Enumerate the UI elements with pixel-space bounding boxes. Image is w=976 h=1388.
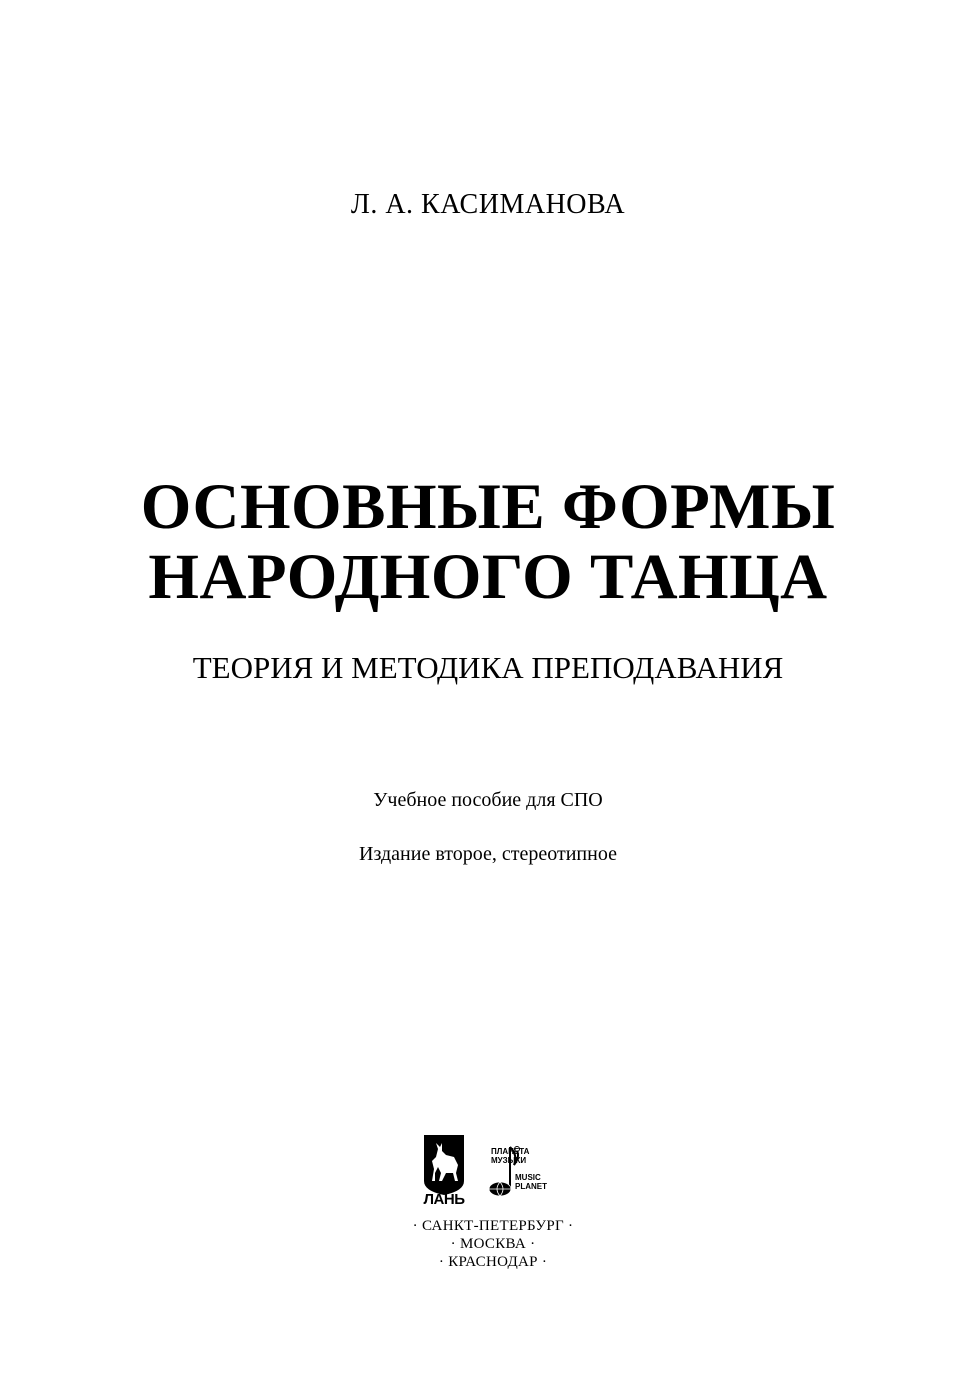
book-title-line-2: НАРОДНОГО ТАНЦА	[148, 541, 828, 613]
music-logo-line-2: МУЗЫКИ	[491, 1156, 527, 1165]
city-krasnodar: · КРАСНОДАР ·	[438, 1254, 548, 1270]
publisher-block	[398, 1135, 588, 1270]
music-logo-line-3: MUSIC	[515, 1173, 541, 1182]
city-saint-petersburg: · САНКТ-ПЕТЕРБУРГ ·	[412, 1218, 574, 1234]
music-logo-line-1: ПЛАНЕТА	[491, 1147, 530, 1156]
book-subtitle: ТЕОРИЯ И МЕТОДИКА ПРЕПОДАВАНИЯ	[192, 650, 784, 685]
edition-note: Издание второе, стереотипное	[359, 843, 617, 865]
publication-type: Учебное пособие для СПО	[373, 789, 603, 811]
book-title-line-1: ОСНОВНЫЕ ФОРМЫ	[140, 471, 836, 543]
lan-logo-text: ЛАНЬ	[423, 1191, 465, 1208]
author-name: Л. А. КАСИМАНОВА	[350, 189, 626, 220]
music-logo-line-4: PLANET	[515, 1182, 547, 1191]
book-title	[0, 472, 976, 612]
city-moscow: · МОСКВА ·	[450, 1236, 536, 1252]
